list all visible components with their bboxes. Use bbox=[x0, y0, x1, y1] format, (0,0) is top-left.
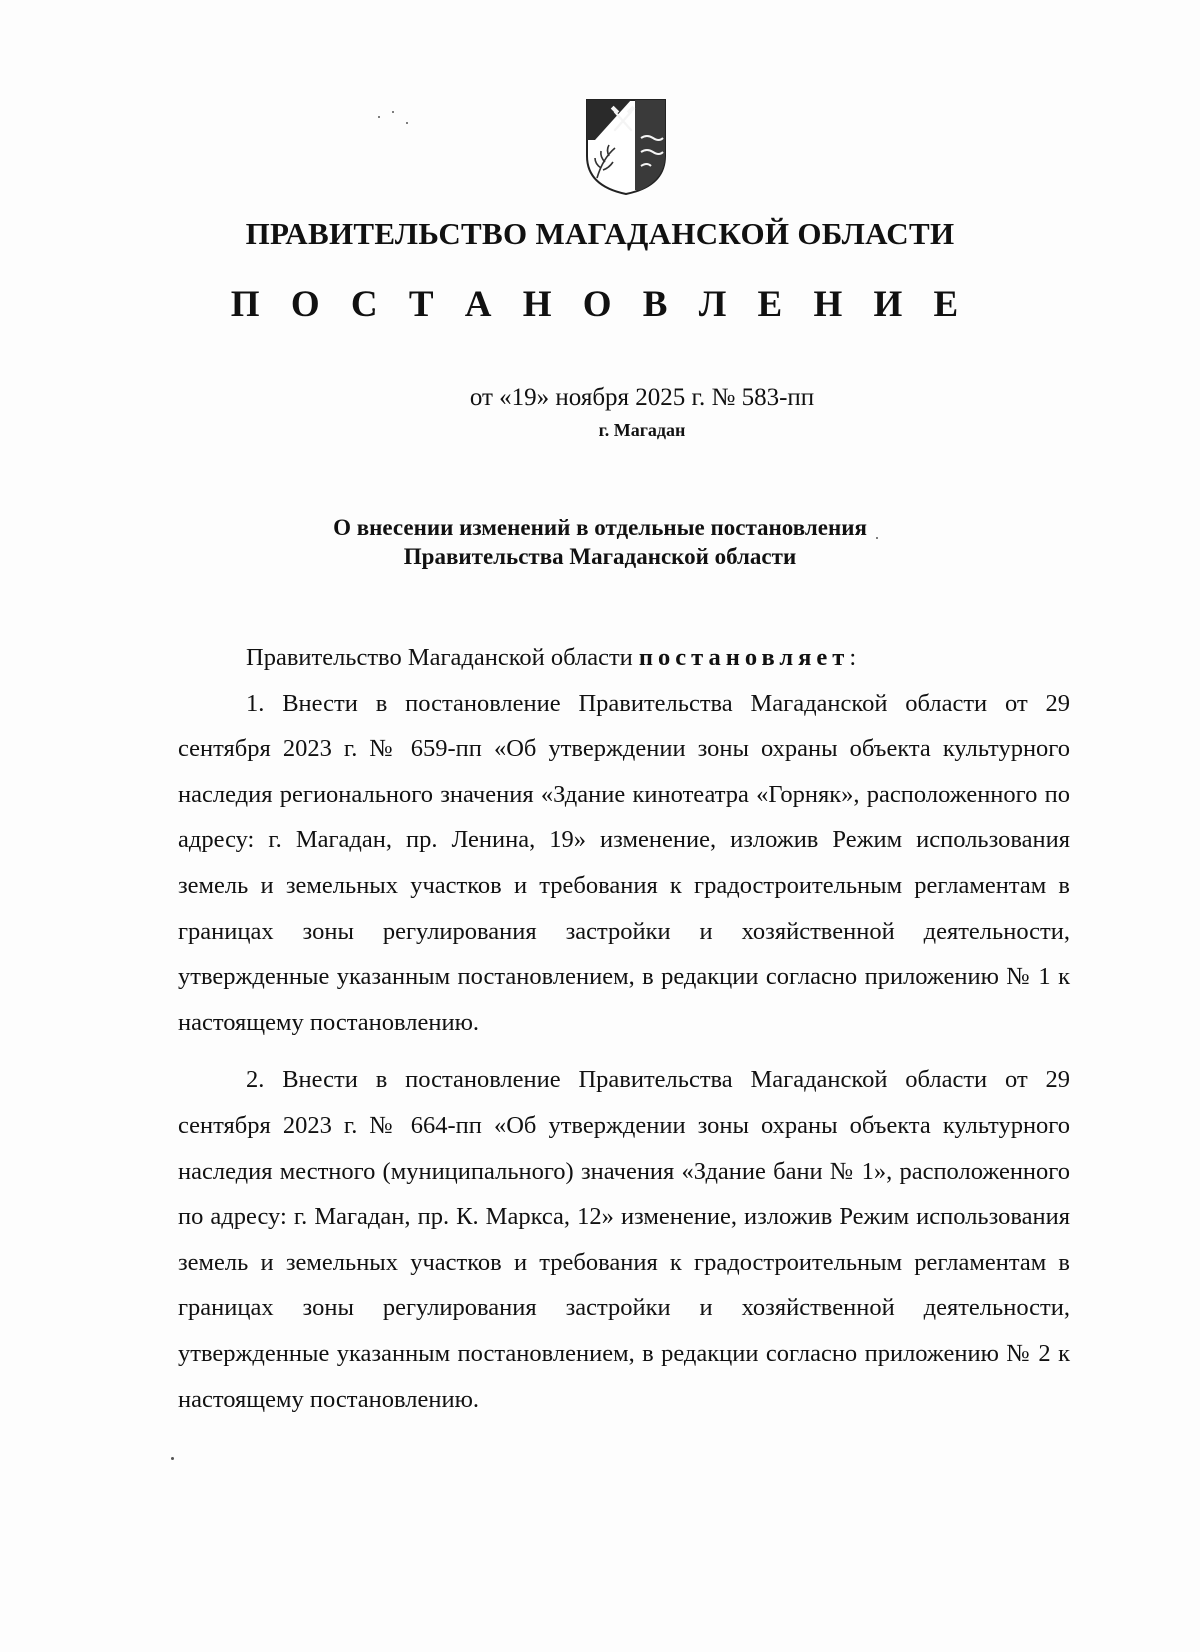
preamble-verb: постановляет bbox=[638, 644, 850, 671]
paragraph-1: 1. Внести в постановление Правительства Магаданской области от 29 сентября 2023 г. № 659-пп «Об утверждении зоны охраны объекта культурного наследия регионального значения «Здание кинотеатра «Горняк», расположенного по адресу: г. Магадан, пр. Ленина, 19» изменение, изложив Режим использования земель и земельных участков и требования к градостроительным регламентам в границах зоны регулирования застройки и хозяйственной деятельности, утвержденные указанным постановлением, в редакции согласно приложению № 1 к настоящему постановлению. bbox=[178, 689, 1070, 1036]
scan-speck bbox=[378, 116, 380, 118]
document-body bbox=[178, 635, 1070, 1422]
scan-speck bbox=[392, 111, 394, 113]
document-subject bbox=[0, 513, 1200, 571]
preamble-end: : bbox=[849, 644, 857, 671]
magadan-coat-of-arms-icon bbox=[585, 98, 667, 196]
subject-line-1: О внесении изменений в отдельные постановления bbox=[333, 515, 867, 540]
document-type: П О С Т А Н О В Л Е Н И Е bbox=[230, 284, 970, 325]
scan-speck bbox=[171, 1457, 174, 1460]
scan-speck bbox=[406, 122, 408, 124]
document-date-number: от «19» ноября 2025 г. № 583-пп bbox=[469, 384, 815, 411]
preamble bbox=[178, 635, 1070, 681]
preamble-text: Правительство Магаданской области bbox=[246, 644, 639, 671]
organization-title: ПРАВИТЕЛЬСТВО МАГАДАНСКОЙ ОБЛАСТИ bbox=[245, 216, 955, 251]
document-city: г. Магадан bbox=[598, 420, 686, 440]
paragraph-2: 2. Внести в постановление Правительства Магаданской области от 29 сентября 2023 г. № 664-пп «Об утверждении зоны охраны объекта культурного наследия местного (муниципального) значения «Здание бани № 1», расположенного по адресу: г. Магадан, пр. К. Маркса, 12» изменение, изложив Режим использования земель и земельных участков и требования к градостроительным регламентам в границах зоны регулирования застройки и хозяйственной деятельности, утвержденные указанным постановлением, в редакции согласно приложению № 2 к настоящему постановлению. bbox=[178, 1066, 1070, 1413]
subject-line-2: Правительства Магаданской области bbox=[403, 544, 797, 569]
